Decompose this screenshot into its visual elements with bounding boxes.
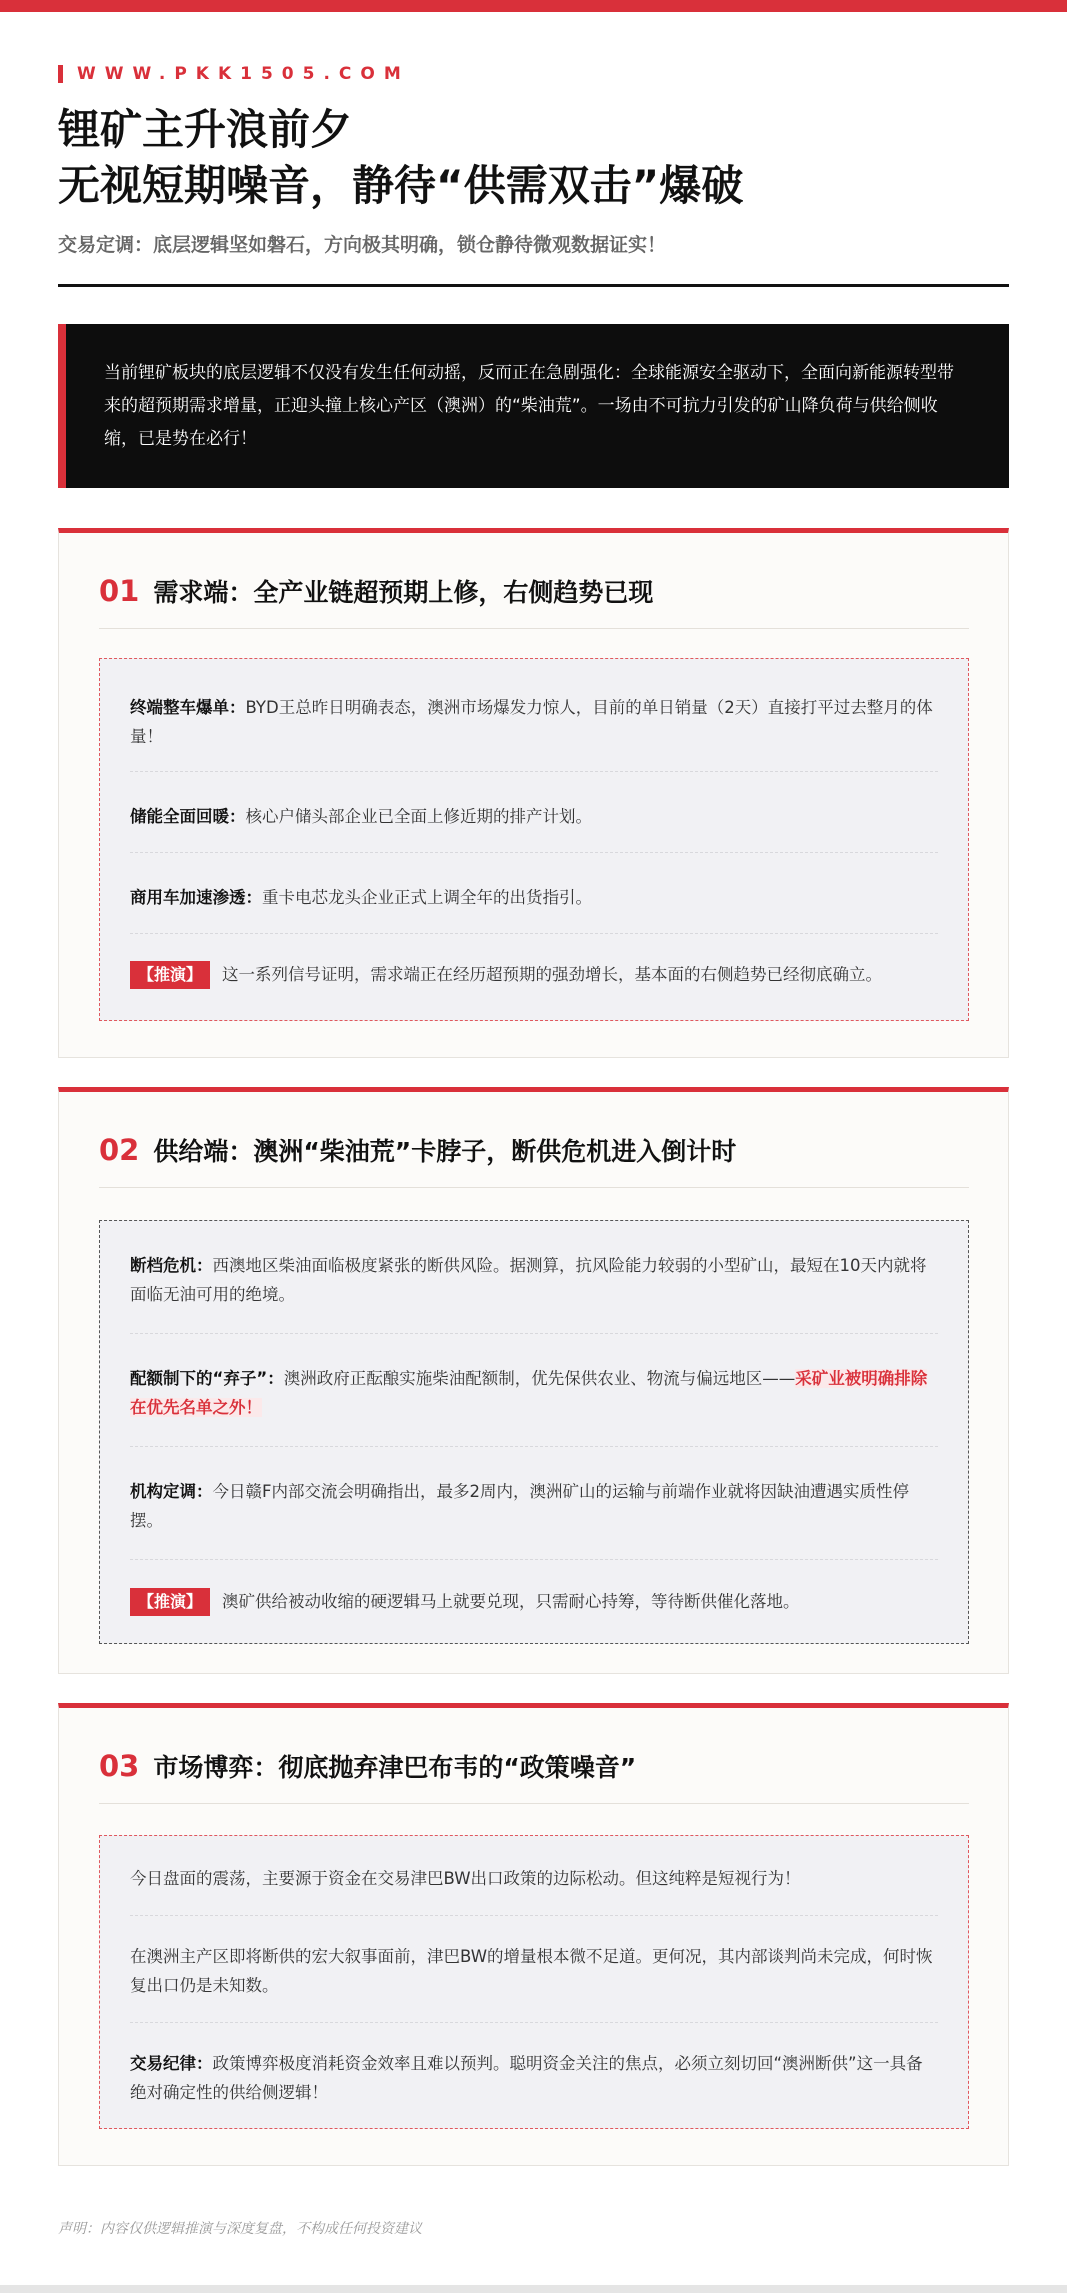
- page-title-line-2: 无视短期噪音，静待“供需双击”爆破: [58, 161, 744, 210]
- item-label: 机构定调：: [130, 1482, 213, 1501]
- section-title: 供给端：澳洲“柴油荒”卡脖子，断供危机进入倒计时: [153, 1137, 737, 1166]
- item-label: 储能全面回暖：: [130, 807, 246, 826]
- section-header: [99, 573, 969, 629]
- list-item: [130, 2023, 938, 2107]
- section-title: 需求端：全产业链超预期上修，右侧趋势已现: [153, 578, 654, 607]
- section-card-demand: [58, 528, 1009, 1058]
- item-text: 政策博弈极度消耗资金效率且难以预判。聪明资金关注的焦点，必须立刻切回“澳洲断供”这一具备绝对确定性的供给侧逻辑！: [130, 2054, 923, 2102]
- item-label: 断档危机：: [130, 1256, 213, 1275]
- section-title: 市场博弈：彻底抛弃津巴布韦的“政策噪音”: [153, 1753, 637, 1782]
- section-number: 03: [99, 1749, 140, 1783]
- conclusion-row: [130, 1560, 938, 1616]
- item-text: BYD王总昨日明确表态，澳洲市场爆发力惊人，目前的单日销量（2天）直接打平过去整月的体量！: [130, 698, 933, 746]
- intro-box: [58, 324, 1009, 488]
- conclusion-text: 澳矿供给被动收缩的硬逻辑马上就要兑现，只需耐心持筹，等待断供催化落地。: [222, 1592, 800, 1611]
- item-text: 澳洲政府正酝酿实施柴油配额制，优先保供农业、物流与偏远地区——: [283, 1369, 796, 1388]
- section-content-box: [99, 1220, 969, 1644]
- intro-text: 当前锂矿板块的底层逻辑不仅没有发生任何动摇，反而正在急剧强化：全球能源安全驱动下，全面向新能源转型带来的超预期需求增量，正迎头撞上核心产区（澳洲）的“柴油荒”。一场由不可抗力引发的矿山降负荷与供给侧收缩，已是势在必行！: [104, 363, 954, 449]
- section-card-supply: [58, 1087, 1009, 1674]
- page-subtitle: 交易定调：底层逻辑坚如磐石，方向极其明确，锁仓静待微观数据证实！: [58, 234, 667, 256]
- deduction-tag: 【推演】: [130, 1588, 210, 1616]
- item-text: 今日赣F内部交流会明确指出，最多2周内，澳洲矿山的运输与前端作业就将因缺油遭遇实质性停摆。: [130, 1482, 909, 1530]
- item-text: 核心户储头部企业已全面上修近期的排产计划。: [245, 807, 592, 826]
- item-label: 交易纪律：: [130, 2054, 213, 2073]
- list-item: [130, 1334, 938, 1447]
- section-header: [99, 1748, 969, 1804]
- page-title-line-1: 锂矿主升浪前夕: [58, 105, 353, 154]
- disclaimer: 声明：内容仅供逻辑推演与深度复盘，不构成任何投资建议: [58, 2221, 422, 2237]
- section-number: 02: [99, 1133, 140, 1167]
- item-text: 在澳洲主产区即将断供的宏大叙事面前，津巴BW的增量根本微不足道。更何况，其内部谈判尚未完成，何时恢复出口仍是未知数。: [130, 1947, 933, 1995]
- deduction-tag: 【推演】: [130, 961, 210, 989]
- item-label: 配额制下的“弃子”：: [130, 1369, 284, 1388]
- list-item: [130, 1916, 938, 2023]
- conclusion-text: 这一系列信号证明，需求端正在经历超预期的强劲增长，基本面的右侧趋势已经彻底确立。: [222, 965, 883, 984]
- site-url: WWW.PKK1505.COM: [58, 65, 410, 83]
- list-item: [130, 1836, 938, 1916]
- section-header: [99, 1132, 969, 1188]
- top-accent-bar: [0, 0, 1067, 12]
- section-card-market: [58, 1703, 1009, 2166]
- list-item: [130, 1447, 938, 1560]
- list-item: [130, 1221, 938, 1334]
- highlight-text: 采矿业被明确排除在优先名单之外！: [130, 1369, 928, 1417]
- item-text: 重卡电芯龙头企业正式上调全年的出货指引。: [262, 888, 592, 907]
- item-label: 终端整车爆单：: [130, 698, 246, 717]
- item-label: 商用车加速渗透：: [130, 888, 262, 907]
- conclusion-row: [130, 934, 938, 989]
- list-item: [130, 659, 938, 772]
- section-content-box: [99, 1835, 969, 2129]
- section-number: 01: [99, 574, 140, 608]
- section-content-box: [99, 658, 969, 1021]
- bottom-bar: [0, 2285, 1067, 2293]
- item-text: 西澳地区柴油面临极度紧张的断供风险。据测算，抗风险能力较弱的小型矿山，最短在10天内就将面临无油可用的绝境。: [130, 1256, 927, 1304]
- header-divider: [58, 284, 1009, 287]
- list-item: [130, 853, 938, 934]
- list-item: [130, 772, 938, 853]
- item-text: 今日盘面的震荡，主要源于资金在交易津巴BW出口政策的边际松动。但这纯粹是短视行为！: [130, 1869, 801, 1888]
